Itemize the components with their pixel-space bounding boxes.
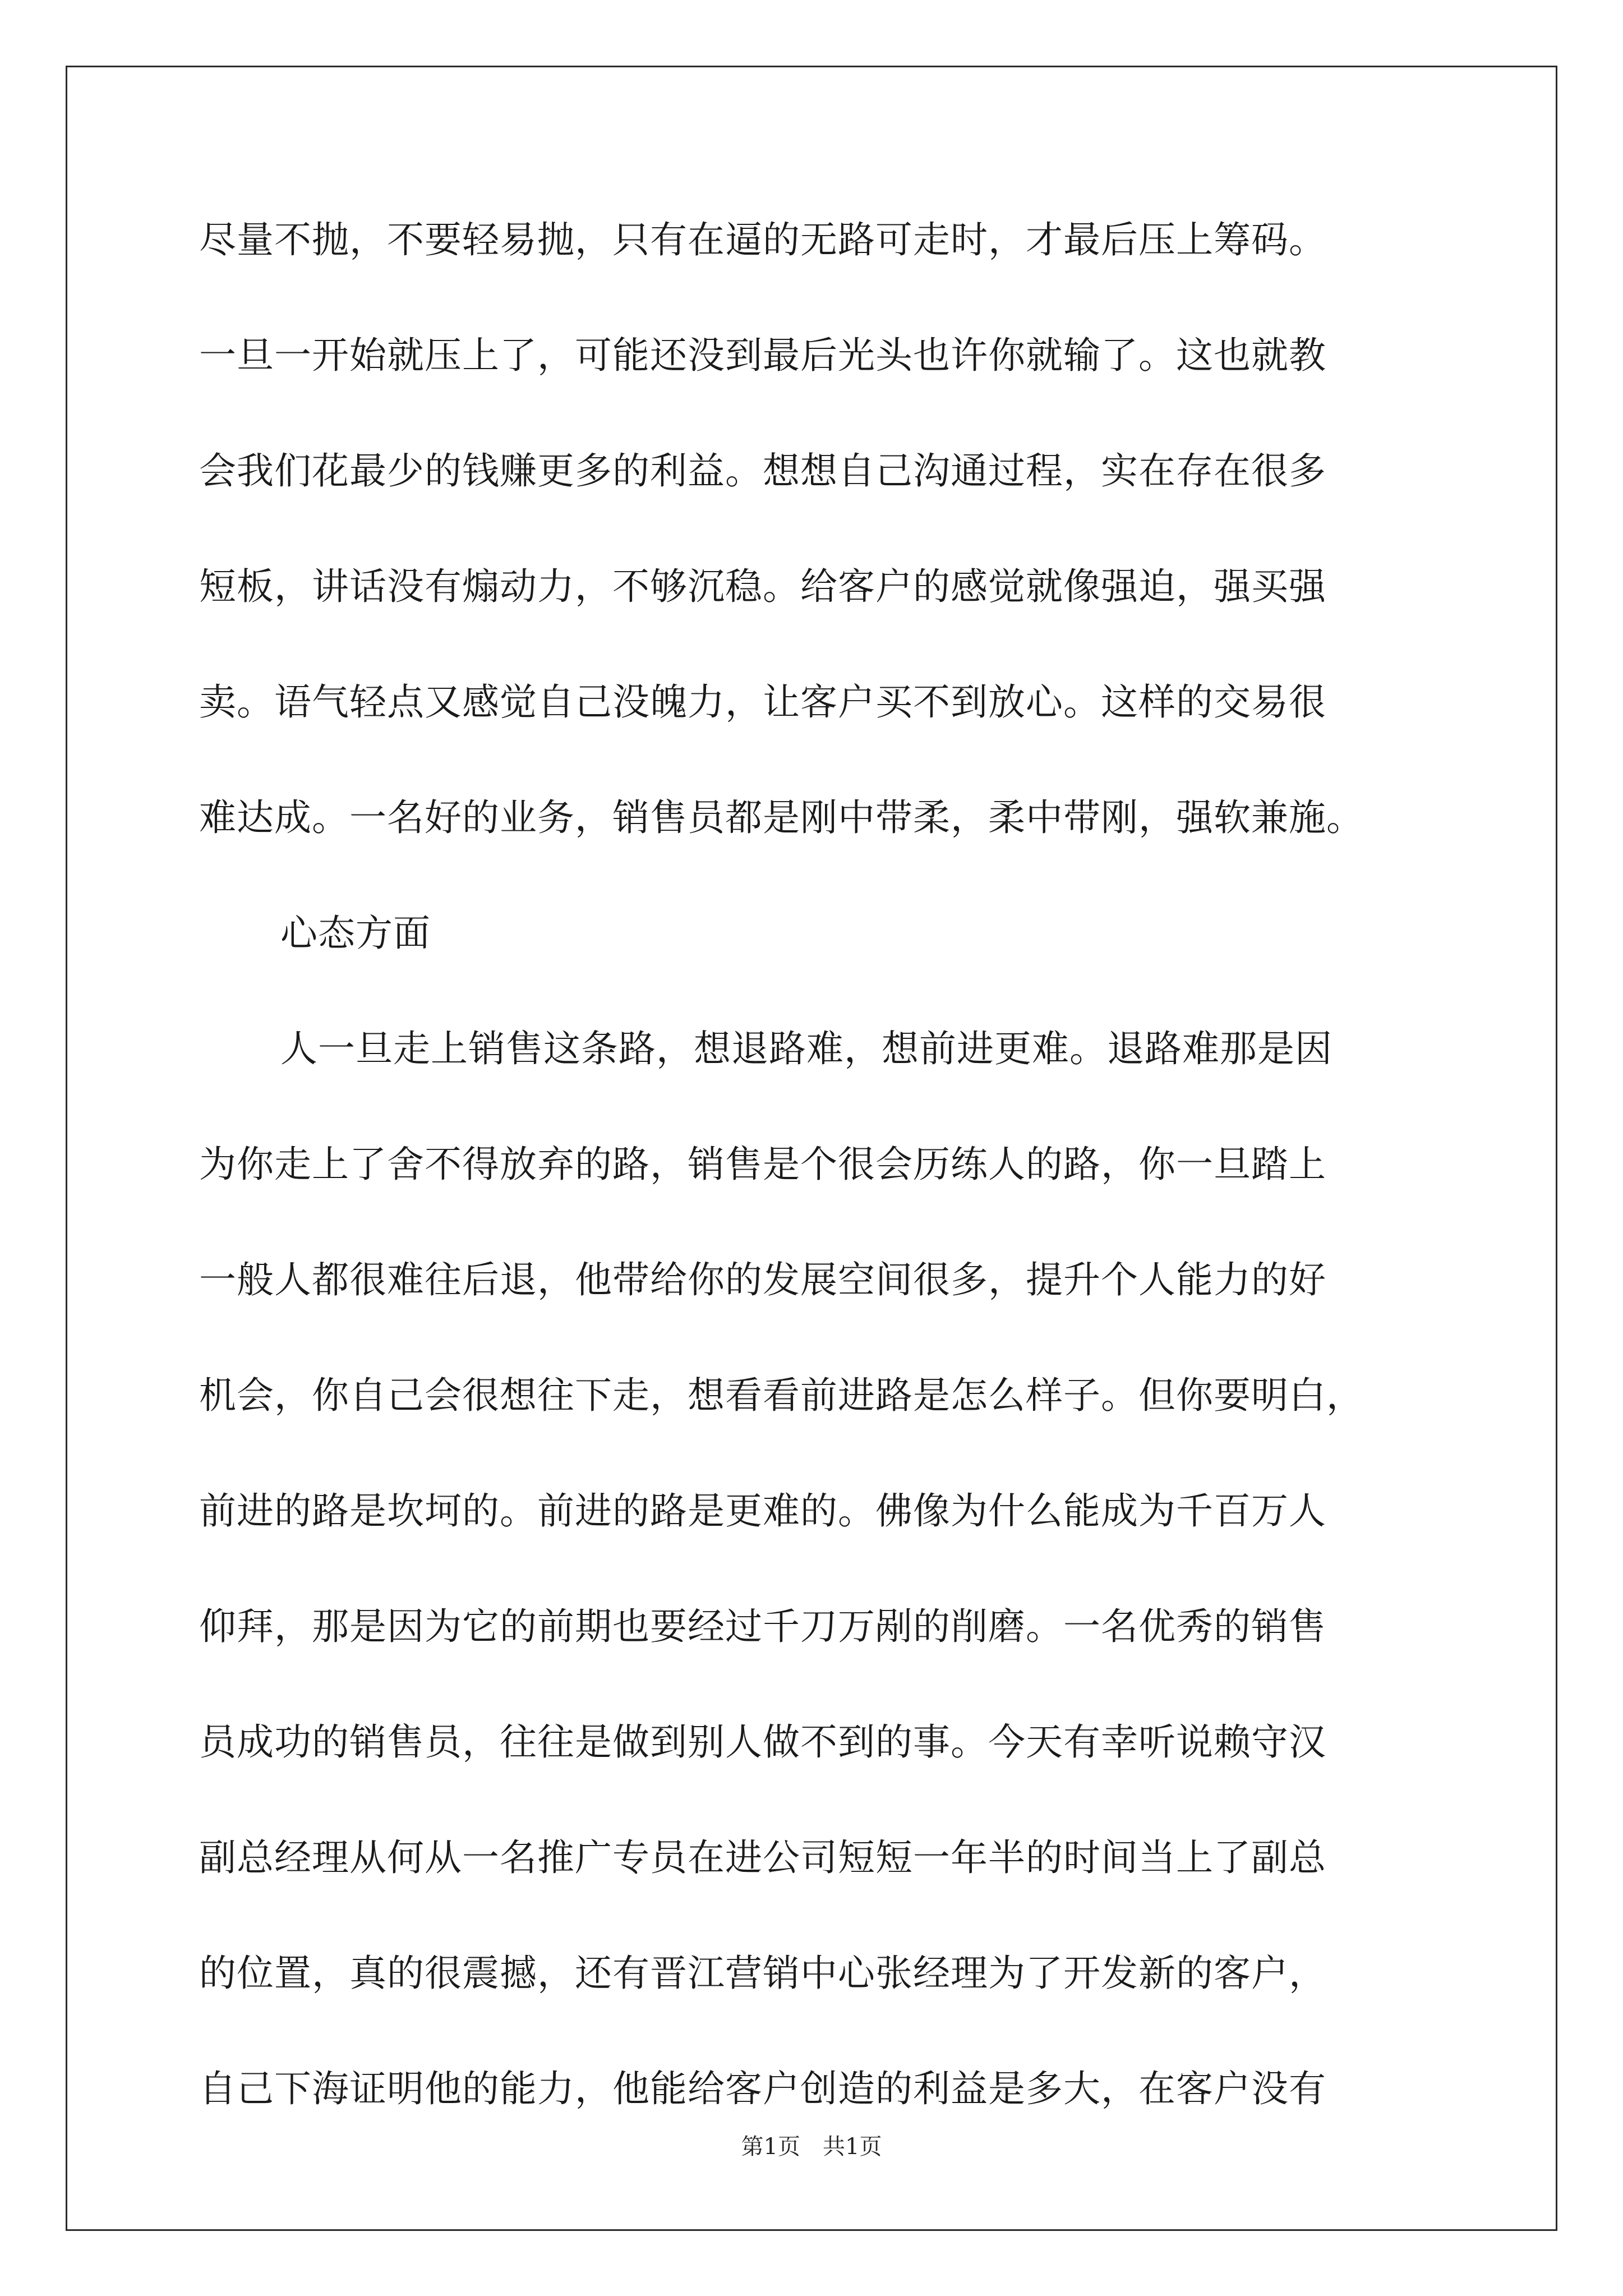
- text-line: 难达成。一名好的业务，销售员都是刚中带柔，柔中带刚，强软兼施。: [199, 796, 1364, 839]
- text-line: 为你走上了舍不得放弃的路，销售是个很会历练人的路，你一旦踏上: [199, 1143, 1326, 1186]
- text-line: 仰拜，那是因为它的前期也要经过千刀万剐的削磨。一名优秀的销售: [199, 1605, 1326, 1648]
- text-line: 一般人都很难往后退，他带给你的发展空间很多，提升个人能力的好: [199, 1258, 1326, 1301]
- text-line: 副总经理从何从一名推广专员在进公司短短一年半的时间当上了副总: [199, 1836, 1326, 1879]
- text-line: 前进的路是坎坷的。前进的路是更难的。佛像为什么能成为千百万人: [199, 1489, 1326, 1533]
- page-number-text: 第1页 共1页: [741, 2134, 882, 2160]
- text-line: 自己下海证明他的能力，他能给客户创造的利益是多大，在客户没有: [199, 2067, 1326, 2110]
- text-line: 一旦一开始就压上了，可能还没到最后光头也许你就输了。这也就教: [199, 334, 1326, 377]
- text-line: 员成功的销售员，往往是做到别人做不到的事。今天有幸听说赖守汉: [199, 1720, 1326, 1764]
- text-line: 机会，你自己会很想往下走，想看看前进路是怎么样子。但你要明白，: [199, 1374, 1364, 1417]
- text-line: 尽量不抛，不要轻易抛，只有在逼的无路可走时，才最后压上筹码。: [199, 218, 1326, 261]
- text-line: 的位置，真的很震撼，还有晋江营销中心张经理为了开发新的客户，: [199, 1952, 1326, 1995]
- page-number: [0, 2133, 1623, 2161]
- text-line: 短板，讲话没有煽动力，不够沉稳。给客户的感觉就像强迫，强买强: [199, 565, 1326, 608]
- text-line: 会我们花最少的钱赚更多的利益。想想自己沟通过程，实在存在很多: [199, 449, 1326, 493]
- section-heading: 心态方面: [280, 912, 431, 955]
- text-line: 人一旦走上销售这条路，想退路难，想前进更难。退路难那是因: [280, 1027, 1332, 1070]
- text-line: 卖。语气轻点又感觉自己没魄力，让客户买不到放心。这样的交易很: [199, 680, 1326, 724]
